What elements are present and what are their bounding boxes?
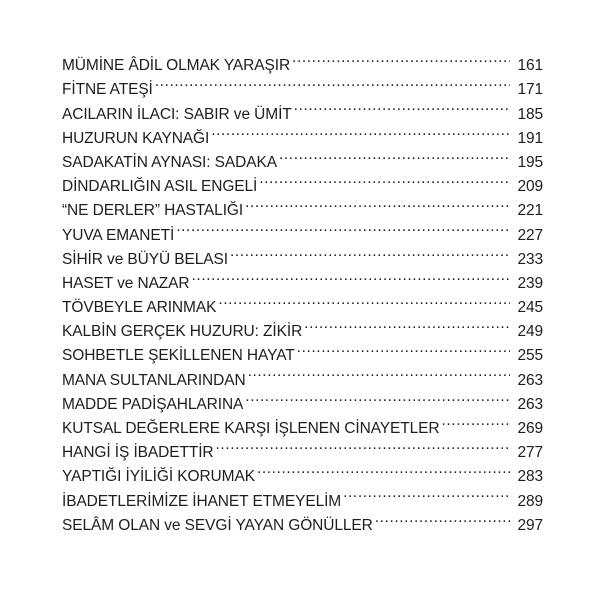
entry-title: MADDE PADİŞAHLARINA — [62, 395, 244, 413]
dot-leader — [211, 119, 510, 143]
dot-leader — [343, 481, 510, 505]
dot-leader — [248, 360, 510, 384]
dot-leader — [216, 433, 511, 457]
entry-page: 263 — [517, 395, 543, 413]
dot-leader — [192, 264, 510, 288]
entry-page: 209 — [517, 178, 543, 196]
entry-title: KALBİN GERÇEK HUZURU: ZİKİR — [62, 323, 303, 341]
entry-page: 297 — [517, 516, 543, 534]
entry-title: HASET ve NAZAR — [62, 274, 190, 292]
dot-leader — [155, 70, 510, 94]
entry-page: 245 — [517, 299, 543, 317]
dot-leader — [292, 46, 510, 70]
entry-title: SİHİR ve BÜYÜ BELASI — [62, 250, 228, 268]
entry-page: 195 — [517, 153, 543, 171]
entry-page: 255 — [517, 347, 543, 365]
dot-leader — [245, 191, 510, 215]
dot-leader — [230, 240, 510, 264]
entry-title: SOHBETLE ŞEKİLLENEN HAYAT — [62, 347, 295, 365]
dot-leader — [257, 457, 510, 481]
dot-leader — [218, 288, 510, 312]
entry-title: KUTSAL DEĞERLERE KARŞI İŞLENEN CİNAYETLER — [62, 420, 440, 437]
entry-title: SADAKATİN AYNASI: SADAKA — [62, 153, 277, 171]
entry-title: YUVA EMANETİ — [62, 226, 175, 244]
entry-page: 191 — [517, 129, 543, 147]
entry-page: 283 — [517, 468, 543, 486]
entry-title: MANA SULTANLARINDAN — [62, 371, 246, 389]
toc-entry — [62, 46, 543, 75]
entry-title: YAPTIĞI İYİLİĞİ KORUMAK — [62, 468, 255, 486]
entry-title: FİTNE ATEŞİ — [62, 81, 153, 99]
dot-leader — [375, 506, 510, 530]
entry-title: İBADETLERİMİZE İHANET ETMEYELİM — [62, 492, 342, 510]
dot-leader — [176, 215, 510, 239]
entry-page: 221 — [517, 202, 543, 220]
dot-leader — [294, 94, 510, 118]
entry-page: 233 — [517, 250, 543, 268]
dot-leader — [259, 167, 510, 191]
entry-page: 269 — [517, 420, 543, 437]
entry-title: SELÂM OLAN ve SEVGİ YAYAN GÖNÜLLER — [62, 516, 373, 534]
dot-leader — [245, 385, 510, 409]
table-of-contents — [62, 46, 543, 534]
entry-page: 239 — [517, 274, 543, 292]
entry-page: 227 — [517, 226, 543, 244]
entry-title: DİNDARLIĞIN ASIL ENGELİ — [62, 178, 258, 196]
entry-title: HANGİ İŞ İBADETTİR — [62, 444, 214, 462]
entry-page: 289 — [517, 492, 543, 510]
entry-page: 263 — [517, 371, 543, 389]
entry-page: 185 — [517, 105, 543, 123]
entry-page: 277 — [517, 444, 543, 462]
dot-leader — [304, 312, 510, 336]
entry-page: 161 — [517, 57, 543, 75]
entry-title: HUZURUN KAYNAĞI — [62, 129, 210, 147]
dot-leader — [297, 336, 510, 360]
entry-page: 249 — [517, 323, 543, 341]
dot-leader — [441, 409, 510, 433]
entry-title: “NE DERLER” HASTALIĞI — [62, 202, 244, 220]
dot-leader — [279, 143, 510, 167]
entry-page: 171 — [517, 81, 543, 99]
entry-title: ACILARIN İLACI: SABIR ve ÜMİT — [62, 105, 292, 123]
entry-title: MÜMİNE ÂDİL OLMAK YARAŞIR — [62, 57, 291, 75]
entry-title: TÖVBEYLE ARINMAK — [62, 299, 217, 317]
